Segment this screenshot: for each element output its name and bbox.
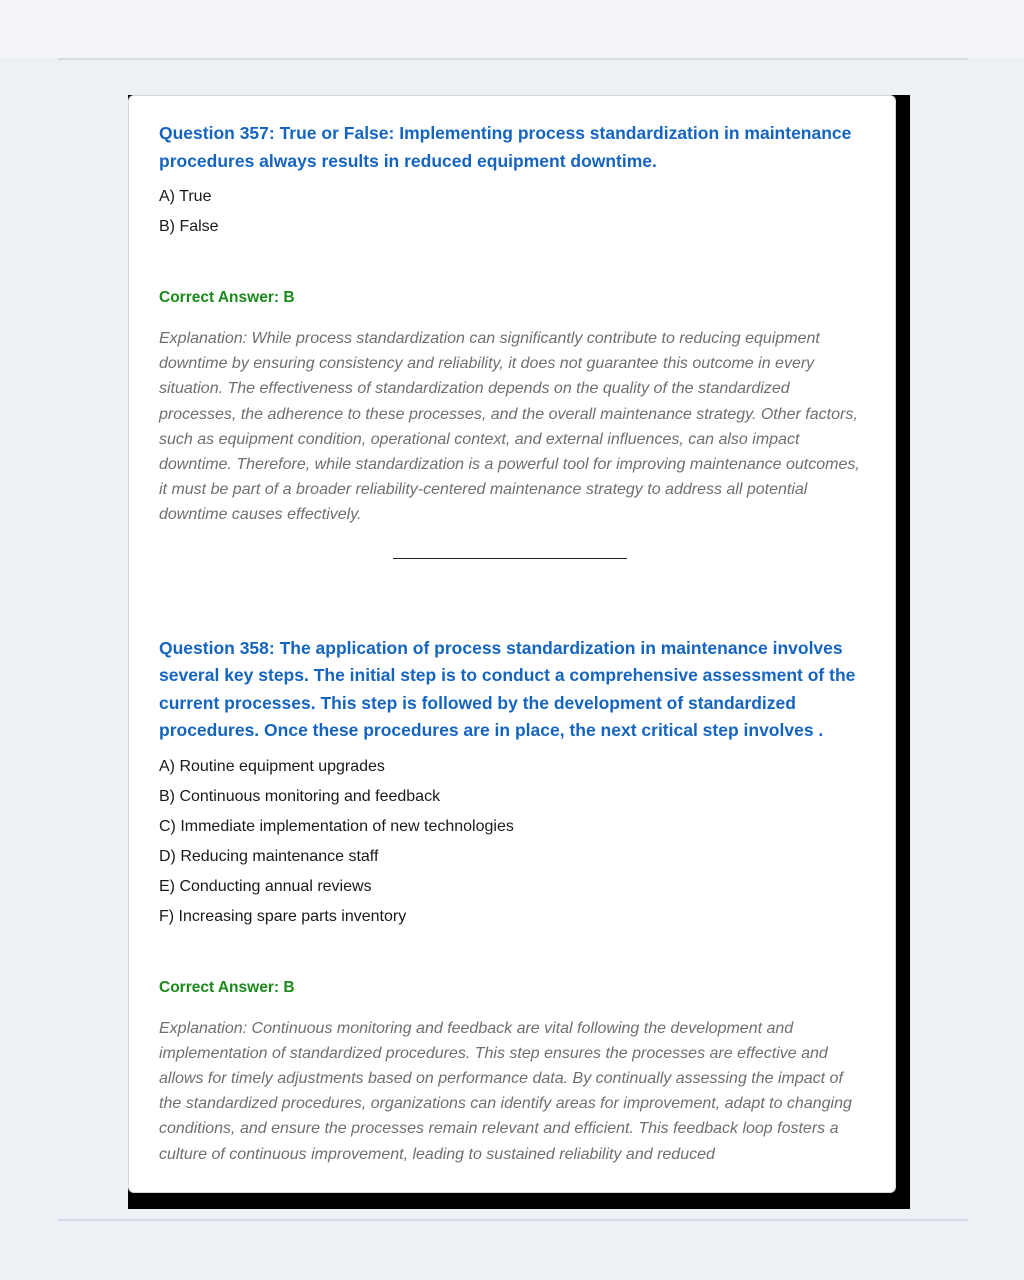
section-divider xyxy=(393,558,627,559)
question-358-text: Question 358: The application of process standardization in maintenance involves several key steps. The initial step is to conduct a comprehensive assessment of the current processes. This step is followed by the development of standardized procedures. Once these procedures are in place, the next critical step involves . xyxy=(159,637,856,741)
page-content xyxy=(159,120,869,1167)
top-band xyxy=(0,0,1024,58)
option-e: E) Conducting annual reviews xyxy=(159,877,372,895)
bottom-rule xyxy=(58,1219,968,1221)
option-b: B) Continuous monitoring and feedback xyxy=(159,787,441,805)
option-c: C) Immediate implementation of new technologies xyxy=(159,817,514,835)
option-a: A) Routine equipment upgrades xyxy=(159,757,385,775)
option-a: A) True xyxy=(159,188,212,205)
top-rule xyxy=(58,58,968,60)
question-357-text: Question 357: True or False: Implementing process standardization in maintenance procedures always results in reduced equipment downtime. xyxy=(159,123,852,171)
option-f: F) Increasing spare parts inventory xyxy=(159,907,407,925)
question-358-options xyxy=(159,752,869,932)
correct-answer-358: Correct Answer: B xyxy=(159,978,295,996)
correct-answer-357: Correct Answer: B xyxy=(159,289,295,306)
option-b: B) False xyxy=(159,218,219,235)
document-page xyxy=(128,95,896,1193)
option-d: D) Reducing maintenance staff xyxy=(159,847,379,865)
question-357-options xyxy=(159,182,869,242)
explanation-357: Explanation: While process standardization can significantly contribute to reducing equipment downtime by ensuring consistency and reliability, it does not guarantee this outcome in every situation. The effectiveness of standardization depends on the quality of the standardized processes, the adherence to these processes, and the overall maintenance strategy. Other factors, such as equipment condition, operational context, and external influences, can also impact downtime. Therefore, while standardization is a powerful tool for improving maintenance outcomes, it must be part of a broader reliability-centered maintenance strategy to address all potential downtime causes effectively. xyxy=(159,330,860,524)
explanation-358: Explanation: Continuous monitoring and feedback are vital following the development and implementation of standardized procedures. This step ensures the processes are effective and allows for timely adjustments based on performance data. By continually assessing the impact of the standardized procedures, organizations can identify areas for improvement, adapt to changing conditions, and ensure the processes remain relevant and efficient. This feedback loop fosters a culture of continuous improvement, leading to sustained reliability and reduced xyxy=(159,1019,852,1163)
